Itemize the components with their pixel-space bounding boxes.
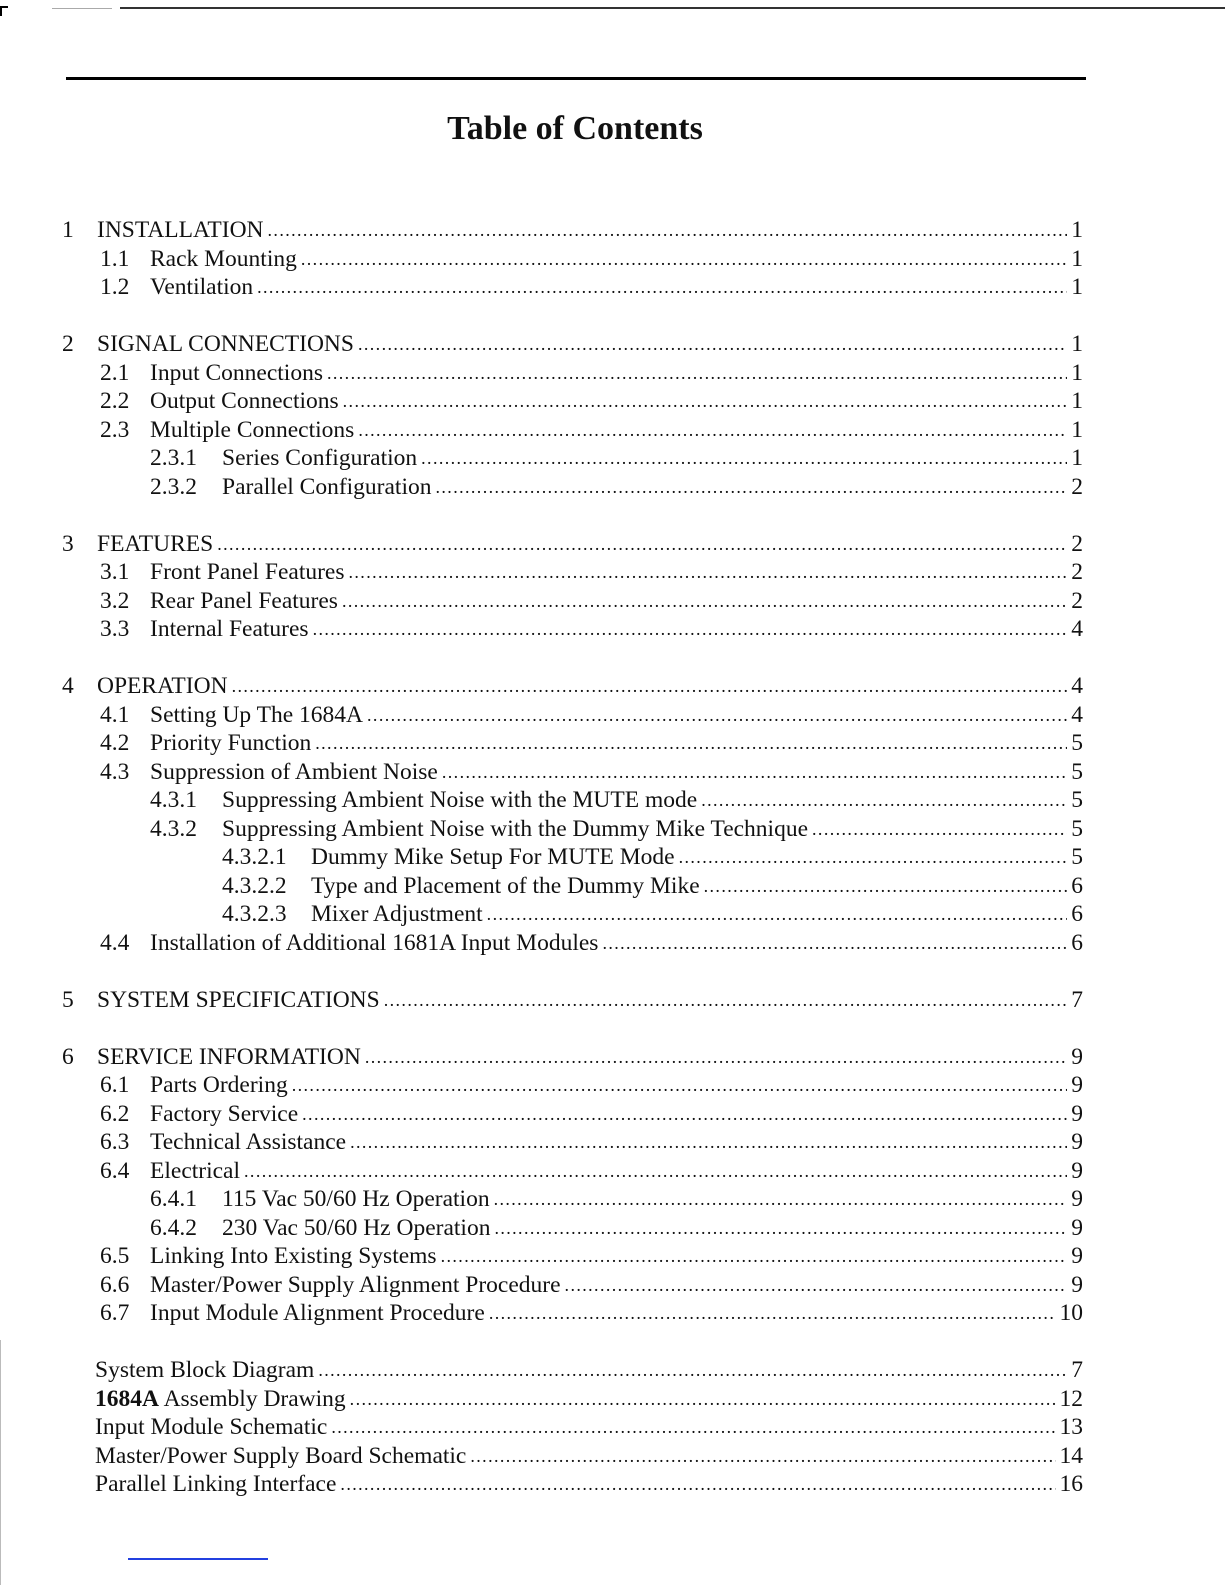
toc-entry-number: 1.2 — [100, 274, 130, 300]
toc-entry[interactable] — [150, 273, 1083, 301]
toc-entry-title: Setting Up The 1684A — [150, 701, 364, 728]
toc-entry-title: Suppression of Ambient Noise — [150, 758, 438, 785]
toc-entry[interactable] — [150, 1271, 1083, 1299]
toc-entry-label — [150, 1157, 240, 1185]
toc-entry-label — [150, 615, 309, 643]
toc-entry-number: 6.3 — [100, 1129, 130, 1155]
toc-entry[interactable] — [150, 1299, 1083, 1327]
toc-entry-page: 5 — [1071, 730, 1083, 756]
dot-leader — [441, 1242, 1067, 1270]
toc-entry-label — [222, 815, 808, 843]
toc-entry-label — [150, 1128, 346, 1156]
toc-entry-title: SYSTEM SPECIFICATIONS — [97, 986, 380, 1013]
toc-entry-label — [95, 1356, 314, 1384]
dot-leader — [244, 1157, 1067, 1185]
toc-entry[interactable] — [150, 558, 1083, 586]
toc-entry[interactable] — [150, 416, 1083, 444]
toc-entry[interactable] — [150, 587, 1083, 615]
toc-entry[interactable] — [150, 758, 1083, 786]
toc-entry-label — [150, 558, 345, 586]
toc-entry[interactable] — [311, 872, 1083, 900]
toc-entry-title: Technical Assistance — [150, 1129, 347, 1155]
toc-entry-label — [150, 245, 297, 273]
toc-entry-page: 9 — [1071, 1243, 1083, 1269]
toc-entry-title: 115 Vac 50/60 Hz Operation — [222, 1186, 490, 1212]
toc-entry-title: Rear Panel Features — [150, 587, 338, 614]
dot-leader — [436, 473, 1068, 501]
toc-entry[interactable] — [150, 359, 1083, 387]
toc-entry-page: 1 — [1071, 445, 1083, 471]
toc-entry-page: 1 — [1071, 245, 1083, 272]
toc-entry[interactable] — [150, 387, 1083, 415]
toc-entry-page: 10 — [1059, 1300, 1083, 1326]
toc-entry-number: 1 — [62, 217, 74, 243]
toc-entry-label — [150, 1100, 298, 1128]
toc-entry-number: 6.4.1 — [150, 1186, 197, 1212]
dot-leader — [704, 872, 1067, 900]
toc-entry-title: Mixer Adjustment — [311, 901, 483, 927]
toc-entry-number: 2.3.2 — [150, 473, 197, 500]
toc-entry-label — [150, 758, 438, 786]
toc-entry-title: Output Connections — [150, 388, 339, 414]
toc-entry-number: 2.3 — [100, 416, 130, 443]
toc-entry-page: 2 — [1071, 473, 1083, 500]
toc-entry-title: Parallel Configuration — [222, 473, 432, 500]
toc-entry-page: 5 — [1071, 815, 1083, 842]
toc-entry-number: 4.3.2.3 — [222, 901, 287, 927]
toc-entry-page: 9 — [1071, 1214, 1083, 1241]
toc-entry-label — [150, 1299, 485, 1327]
toc-entry-label — [150, 1242, 437, 1270]
dot-leader — [350, 1128, 1067, 1156]
toc-entry[interactable] — [97, 530, 1083, 558]
toc-entry-title: Rack Mounting — [150, 245, 297, 272]
toc-entry-page: 4 — [1071, 701, 1083, 728]
toc-entry[interactable] — [97, 672, 1083, 700]
dot-leader — [350, 1385, 1056, 1413]
toc-entry-title: Ventilation — [150, 274, 254, 300]
dot-leader — [302, 1100, 1067, 1128]
toc-entry-label — [222, 473, 432, 501]
toc-entry[interactable] — [311, 843, 1083, 871]
toc-entry-number: 2 — [62, 331, 74, 357]
dot-leader — [421, 444, 1067, 472]
toc-entry-title: FEATURES — [97, 530, 214, 557]
toc-entry-number: 6.1 — [100, 1072, 130, 1098]
toc-entry-number: 5 — [62, 986, 74, 1013]
toc-entry-page: 9 — [1071, 1186, 1083, 1212]
toc-entry-number: 4.4 — [100, 929, 130, 956]
toc-entry-page: 1 — [1071, 416, 1083, 443]
toc-entry-title: Linking Into Existing Systems — [150, 1243, 437, 1269]
dot-leader — [384, 986, 1067, 1014]
toc-entry[interactable] — [95, 1470, 1083, 1498]
toc-entry-title: Master/Power Supply Board Schematic — [95, 1442, 467, 1469]
toc-entry-page: 9 — [1071, 1043, 1083, 1070]
dot-leader — [217, 530, 1067, 558]
toc-entry[interactable] — [95, 1442, 1083, 1470]
toc-entry-number: 3.1 — [100, 559, 130, 585]
toc-entry-number: 6.7 — [100, 1300, 130, 1326]
toc-entry-page: 5 — [1071, 844, 1083, 870]
dot-leader — [318, 1356, 1067, 1384]
toc-entry-label — [95, 1470, 336, 1498]
toc-entry-title: Installation of Additional 1681A Input Modules — [150, 929, 599, 956]
toc-entry-number: 2.3.1 — [150, 445, 197, 471]
toc-entry[interactable] — [222, 444, 1083, 472]
toc-entry-title: 230 Vac 50/60 Hz Operation — [222, 1214, 491, 1241]
scan-artifact-line — [120, 7, 1225, 9]
toc-entry-page: 9 — [1071, 1072, 1083, 1098]
toc-entry-number: 6.4.2 — [150, 1214, 197, 1241]
toc-entry-title: OPERATION — [97, 673, 228, 699]
dot-leader — [494, 1185, 1067, 1213]
dot-leader — [494, 1214, 1067, 1242]
scan-artifact-line — [52, 8, 112, 9]
toc-entry-number: 6.2 — [100, 1100, 130, 1127]
toc-entry-label — [311, 843, 675, 871]
dot-leader — [470, 1442, 1055, 1470]
toc-entry-number: 4.2 — [100, 730, 130, 756]
dot-leader — [331, 1413, 1055, 1441]
toc-entry[interactable] — [150, 1100, 1083, 1128]
toc-entry-title: SIGNAL CONNECTIONS — [97, 331, 354, 357]
toc-entry-title: Front Panel Features — [150, 559, 345, 585]
toc-entry[interactable] — [95, 1356, 1083, 1384]
toc-entry-page: 1 — [1071, 274, 1083, 300]
toc-entry[interactable] — [97, 1043, 1083, 1071]
toc-entry-title: Electrical — [150, 1157, 241, 1184]
toc-entry-page: 5 — [1071, 787, 1083, 813]
toc-entry[interactable] — [222, 786, 1083, 814]
toc-entry-page: 1 — [1071, 388, 1083, 414]
toc-entry-title: Series Configuration — [222, 445, 418, 471]
toc-entry[interactable] — [150, 1128, 1083, 1156]
toc-entry-label — [150, 929, 598, 957]
toc-entry-page: 9 — [1071, 1271, 1083, 1298]
dot-leader — [342, 587, 1067, 615]
toc-entry-page: 7 — [1071, 986, 1083, 1013]
toc-entry-title: Input Connections — [150, 359, 323, 386]
toc-entry[interactable] — [95, 1413, 1083, 1441]
toc-entry-number: 4.3.1 — [150, 787, 197, 813]
toc-entry-number: 4 — [62, 673, 74, 699]
toc-entry-number: 4.3.2.1 — [222, 844, 287, 870]
toc-entry-model-number: 1684A — [95, 1385, 159, 1412]
link-underline — [128, 1558, 268, 1560]
dot-leader — [315, 729, 1067, 757]
toc-entry-label — [150, 701, 363, 729]
dot-leader — [367, 701, 1067, 729]
toc-entry-page: 12 — [1059, 1385, 1083, 1412]
toc-entry-label — [150, 359, 323, 387]
toc-entry-number: 2.1 — [100, 359, 130, 386]
dot-leader — [301, 245, 1067, 273]
toc-entry-number: 2.2 — [100, 388, 130, 414]
toc-entry-label — [150, 587, 338, 615]
toc-entry-label — [97, 1043, 361, 1071]
toc-entry-title: INSTALLATION — [97, 217, 264, 243]
toc-entry[interactable] — [311, 900, 1083, 928]
toc-entry-label — [222, 444, 417, 472]
toc-entry[interactable] — [150, 929, 1083, 957]
toc-entry-page: 2 — [1071, 530, 1083, 557]
toc-entry-number: 4.3.2 — [150, 815, 197, 842]
toc-entry-label — [97, 216, 264, 244]
toc-entry-number: 3 — [62, 530, 74, 557]
toc-entry[interactable] — [222, 1185, 1083, 1213]
toc-entry[interactable] — [95, 1385, 1083, 1413]
toc-entry-page: 9 — [1071, 1157, 1083, 1184]
toc-entry[interactable] — [97, 986, 1083, 1014]
toc-entry-number: 3.2 — [100, 587, 130, 614]
dot-leader — [489, 1299, 1056, 1327]
toc-entry-label — [95, 1413, 327, 1441]
dot-leader — [565, 1271, 1067, 1299]
dot-leader — [358, 330, 1067, 358]
toc-entry-label — [97, 530, 213, 558]
toc-entry-number: 6.6 — [100, 1271, 130, 1298]
scan-edge — [0, 1340, 1, 1585]
toc-entry-label — [150, 387, 339, 415]
toc-entry[interactable] — [150, 729, 1083, 757]
toc-entry-title: Multiple Connections — [150, 416, 355, 443]
toc-entry-title: Master/Power Supply Alignment Procedure — [150, 1271, 561, 1298]
toc-entry-label — [150, 1271, 561, 1299]
toc-entry-label — [97, 672, 228, 700]
toc-entry-label — [150, 1071, 288, 1099]
toc-entry-title: Assembly Drawing — [158, 1385, 346, 1412]
toc-entry-title: Factory Service — [150, 1100, 299, 1127]
toc-entry[interactable] — [150, 1242, 1083, 1270]
dot-leader — [313, 615, 1067, 643]
toc-entry-title: Internal Features — [150, 616, 309, 642]
toc-entry-page: 2 — [1071, 587, 1083, 614]
toc-entry-label — [150, 729, 311, 757]
toc-entry-number: 1.1 — [100, 245, 130, 272]
toc-entry-title: System Block Diagram — [95, 1357, 315, 1383]
dot-leader — [812, 815, 1067, 843]
toc-entry-page: 5 — [1071, 758, 1083, 785]
toc-entry-number: 4.3.2.2 — [222, 872, 287, 899]
toc-entry[interactable] — [150, 245, 1083, 273]
toc-entry-title: Input Module Schematic — [95, 1414, 328, 1440]
toc-entry-title: Type and Placement of the Dummy Mike — [311, 872, 700, 899]
toc-entry-label — [311, 872, 700, 900]
toc-entry-number: 6.5 — [100, 1243, 130, 1269]
toc-entry-title: Suppressing Ambient Noise with the MUTE mode — [222, 787, 698, 813]
toc-entry-label — [150, 273, 253, 301]
toc-entry[interactable] — [150, 615, 1083, 643]
dot-leader — [487, 900, 1067, 928]
toc-entry-label — [311, 900, 483, 928]
toc-entry-page: 6 — [1071, 901, 1083, 927]
toc-entry-page: 6 — [1071, 872, 1083, 899]
toc-entry-number: 6.4 — [100, 1157, 130, 1184]
dot-leader — [268, 216, 1067, 244]
toc-entry-label — [222, 1214, 490, 1242]
dot-leader — [679, 843, 1067, 871]
dot-leader — [257, 273, 1067, 301]
dot-leader — [602, 929, 1067, 957]
scan-corner-mark — [0, 6, 8, 16]
toc-entry[interactable] — [150, 1157, 1083, 1185]
toc-entry[interactable] — [97, 216, 1083, 244]
toc-entry-number: 4.1 — [100, 701, 130, 728]
dot-leader — [349, 558, 1068, 586]
toc-entry[interactable] — [222, 1214, 1083, 1242]
dot-leader — [232, 672, 1067, 700]
toc-entry-page: 16 — [1059, 1471, 1083, 1497]
dot-leader — [340, 1470, 1055, 1498]
toc-entry-label — [97, 986, 380, 1014]
toc-entry-page: 13 — [1059, 1414, 1083, 1440]
toc-entry-label — [95, 1385, 346, 1413]
toc-entry-page: 1 — [1071, 217, 1083, 243]
toc-entry-title: Parallel Linking Interface — [95, 1471, 337, 1497]
toc-entry-label — [222, 786, 697, 814]
toc-entry-number: 3.3 — [100, 616, 130, 642]
toc-entry-number: 6 — [62, 1043, 74, 1070]
toc-entry[interactable] — [150, 701, 1083, 729]
toc-entry-page: 1 — [1071, 359, 1083, 386]
page-title: Table of Contents — [447, 110, 703, 147]
toc-entry[interactable] — [222, 473, 1083, 501]
toc-entry-label — [150, 416, 354, 444]
toc-entry-page: 7 — [1071, 1357, 1083, 1383]
toc-entry-page: 6 — [1071, 929, 1083, 956]
dot-leader — [327, 359, 1067, 387]
dot-leader — [358, 416, 1067, 444]
toc-entry-page: 14 — [1059, 1442, 1083, 1469]
toc-entry-page: 2 — [1071, 559, 1083, 585]
toc-entry-title: Parts Ordering — [150, 1072, 288, 1098]
toc-entry-title: Dummy Mike Setup For MUTE Mode — [311, 844, 675, 870]
toc-entry[interactable] — [222, 815, 1083, 843]
toc-entry-page: 9 — [1071, 1100, 1083, 1127]
dot-leader — [365, 1043, 1067, 1071]
toc-entry-title: Priority Function — [150, 730, 312, 756]
toc-entry-page: 4 — [1071, 616, 1083, 642]
toc-entry-label — [95, 1442, 466, 1470]
dot-leader — [343, 387, 1067, 415]
toc-entry[interactable] — [150, 1071, 1083, 1099]
toc-entry-number: 4.3 — [100, 758, 130, 785]
toc-entry-title: SERVICE INFORMATION — [97, 1043, 361, 1070]
toc-entry-page: 4 — [1071, 673, 1083, 699]
toc-entry-title: Input Module Alignment Procedure — [150, 1300, 485, 1326]
toc-entry[interactable] — [97, 330, 1083, 358]
dot-leader — [701, 786, 1067, 814]
toc-entry-label — [97, 330, 354, 358]
toc-entry-page: 9 — [1071, 1129, 1083, 1155]
toc-entry-label — [222, 1185, 490, 1213]
toc-entry-title: Suppressing Ambient Noise with the Dummy Mike Technique — [222, 815, 809, 842]
toc-entry-page: 1 — [1071, 331, 1083, 357]
dot-leader — [292, 1071, 1067, 1099]
header-rule — [66, 77, 1086, 80]
dot-leader — [442, 758, 1067, 786]
